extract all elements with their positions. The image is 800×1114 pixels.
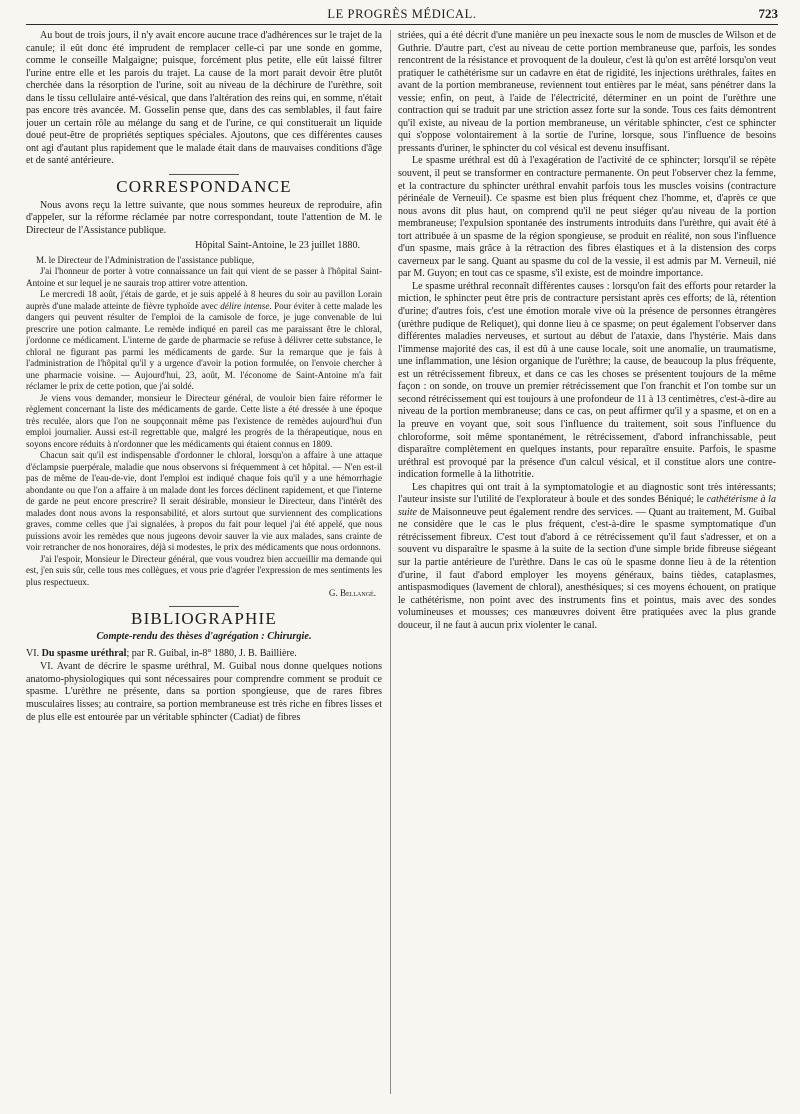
page-header (26, 6, 778, 25)
left-column (26, 30, 382, 1100)
review-paragraph: Le spasme uréthral est dû à l'exagération de l'activité de ce sphincter; lorsqu'il se répète souvent, il peut se transformer en contracture permanente. On peut l'observer chez la femme, et la contracture du sphincter uréthral envahit parfois tous les muscles voisins (contracture périnéale de Verneuil). Ce spasme est bien plus fréquent chez l'homme, et, d'après ce que nous avons dit plus haut, on comprend qu'il ne peut siéger qu'au niveau de la portion membraneuse; l'expulsion spontanée des instruments introduits dans l'urèthre, qui avait été à tort attribuée à un spasme de la région spongieuse, se produit en réalité, non sous l'influence d'un spasme, mais grâce à la rétraction des fibres élastiques et à la distension des corps caverneux par le sang. Quant au spasme du col de la vessie, il est admis par M. Verneuil, nié par M. Guyon; en tout cas ce spasme, s'il existe, est de moindre importance. (398, 155, 776, 280)
review-paragraph: striées, qui a été décrit d'une manière un peu inexacte sous le nom de muscles de Wilson et de Guthrie. D'autre part, c'est au niveau de cette portion membraneuse que, parfois, les sondes rencontrent de la résistance et provoquent de la douleur, c'est là qu'on est arrêté lorsqu'on veut pratiquer le cathétérisme sur un cadavre en état de rigidité, les injections uréthrales, faites en avant de la portion membraneuse, reviennent tout entières par le méat, sans pénétrer dans la vessie; enfin, on peut, à l'aide de l'électricité, déterminer en un point de l'urèthre une contraction qui se traduit par une striction assez forte sur la sonde. Tous ces faits démontrent qu'il existe, au niveau de la portion membraneuse, un véritable sphincter, c'est ce sphincter qui s'oppose volontairement à la sortie de l'urine, lorsque, sous l'influence de besoins pressants d'uriner, le sphincter du col vésical est devenu insuffisant. (398, 30, 776, 154)
letter-emphasis: délire intense (220, 300, 270, 311)
citation-details: ; par R. Guibal, in-8° 1880, J. B. Baillière. (126, 647, 297, 659)
correspondance-intro: Nous avons reçu la lettre suivante, que nous sommes heureux de reproduire, afin d'appeler, sur la réforme réclamée par notre correspondant, toute l'attention de M. le Directeur de l'Assistance publique. (26, 199, 382, 236)
letter-paragraph: J'ai l'honneur de porter à votre connaissance un fait qui vient de se passer à l'hôpital Saint-Antoine et sur lequel je ne saurais trop attirer votre attention. (26, 266, 382, 288)
right-column (398, 30, 776, 1100)
letter-dateline: Hôpital Saint-Antoine, le 23 juillet 1880. (195, 240, 360, 252)
bibliographie-heading: BIBLIOGRAPHIE (131, 608, 277, 628)
review-paragraph: VI. Avant de décrire le spasme uréthral, M. Guibal nous donne quelques notions anatomo-physiologiques qui sont nécessaires pour comprendre comment se produit ce spasme. L'urèthre ne présente, dans sa portion spongieuse, que de rares fibres musculaires lisses; au contraire, sa portion membraneuse est très riche en fibres lisses et de plus elle est entourée par un véritable sphincter (Cadiat) de fibres (26, 661, 382, 723)
letter-paragraph (26, 289, 382, 393)
column-divider (390, 30, 391, 1094)
review-text: de Maisonneuve peut également rendre des services. — Quant au traitement, M. Guibal ne considère que le cas le plus fréquent, c'est-à-dire le spasme symptomatique d'un rétrécissement fibreux. C'est tout d'abord à ce rétrécissement qu'il faut s'adresser, et on a souvent vu disparaître le spasme à la suite de la section d'une simple bride fibreuse siégeant sur la partie antérieure de l'urèthre. Dans le cas où le spasme donne lieu à de la rétention d'urine, il faut d'abord employer les moyens généraux, bains tièdes, cataplasmes, antispasmodiques (lavement de chloral), anesthésiques; si ces moyens échouent, on pratique le cathétérisme, non point avec des instruments fins et pointus, mais avec des sondes volumineuses et mousses; ces manœuvres doivent être pratiquées avec la plus grande douceur, il ne faut à aucun prix violenter le canal. (398, 506, 776, 631)
letter-text: Le mercredi 18 août, j'étais de garde, et je suis appelé à 8 heures du soir au pavillon Lorain auprès d'une malade atteinte de fièvre typhoïde avec (26, 289, 382, 311)
review-paragraph: Le spasme uréthral reconnaît différentes causes : lorsqu'on fait des efforts pour retarder la miction, le sphincter peut être pris de contracture persistant après ces efforts; de là, rétention d'urine; d'autres fois, c'est une émotion morale vive où la présence de personnes étrangères (urèthre pudique de Reliquet), qui donne lieu à ce spasme; on peut également l'observer dans différentes maladies nerveuses, et surtout au début de l'ataxie, dans l'hystérie. Mais dans l'immense majorité des cas, il est dû à une cause locale, soit une anomalie, un traumatisme, une inflammation, une lésion organique de l'urèthre; la cause, de beaucoup la plus fréquente, est un rétrécissement fibreux, et dans ce cas les choses se présentent toujours de la même façon : on sonde, on trouve un premier rétrécissement que l'on franchit et l'on tombe sur un second rétrécissement qui est toujours à une profondeur de 11 à 13 centimètres, c'est-à-dire au niveau de la portion membraneuse; dans ce cas, on peut affirmer qu'il y a spasme, et on en a la preuve en voyant que, soit sous l'influence du traitement, soit sous l'influence du chloroforme, soit même spontanément, le rétrécissement, d'abord infranchissable, peut disparaître complètement en quelques instants, pour reparaître ensuite. Parfois, le spasme uréthral est provoqué par la présence d'un calcul vésical, et il constitue alors une contre-indication formelle à la lithotritie. (398, 280, 776, 481)
page-number: 723 (758, 6, 778, 21)
letter-signature: G. Bellangé. (328, 588, 376, 599)
citation-title: Du spasme uréthral (41, 647, 127, 659)
review-text: Les chapitres qui ont trait à la symptomatologie et au diagnostic sont très intéressants; l'auteur insiste sur l'utilité de l'explorateur à boule et des sondes Béniqué; le (398, 481, 776, 506)
running-head: LE PROGRÈS MÉDICAL. (327, 7, 477, 21)
letter-body (26, 255, 382, 600)
letter-text: . Pour éviter à cette malade les dangers qui peuvent résulter de l'emploi de la camisole de force, je juge convenable de lui prescrire une potion calmante. Le remède indiqué en pareil cas me paraissant être le chloral, j'ordonne ce médicament. L'interne de garde de pharmacie se refuse à délivrer cette substance, le chloral ne figurant pas parmi les médicaments de garde. Sur la remarque que je fais à l'administration de l'hôpital qu'il y a urgence d'avoir la potion formulée, on l'envoie chercher à une pharmacie voisine. — Aujourd'hui, 23, août, M. l'économe de Saint-Antoine m'a fait réclamer le prix de cette potion, que j'ai soldé. (26, 300, 382, 392)
section-divider (169, 606, 239, 607)
bibliographic-citation (26, 648, 382, 661)
section-divider (169, 174, 239, 175)
letter-paragraph: J'ai l'espoir, Monsieur le Directeur général, que vous voudrez bien accueillir ma demande qui est, j'en suis sûr, celle tous mes collègues, et vous prie d'agréer l'expression de mes sentiments les plus respectueux. (26, 553, 382, 587)
bibliographie-subheading: Compte-rendu des thèses d'agrégation : Chirurgie. (96, 631, 312, 643)
letter-paragraph: Chacun sait qu'il est indispensable d'ordonner le chloral, lorsqu'on a affaire à une attaque d'éclampsie puerpérale, maladie que nous observons si fréquemment à cet hôpital. — N'en est-il pas de même de l'eau-de-vie, dont l'emploi est indiqué chaque fois qu'il y a une hémorrhagie abondante ou que l'on a affaire à un malade dont les forces déclinent rapidement, et que l'interne de garde ne peut encore prescrire? Il serait désirable, monsieur le Directeur, dans l'intérêt des malades dont nous avons la responsabilité, et alors surtout que surviennent des complications graves, comme celles que j'ai signalées, à propos du fait pour lequel j'ai été appelé, que nous puissions avoir les remèdes que nous jugeons devoir sauver la vie aux malades, sans crainte de voir retrancher de nos honoraires, déjà si modestes, le prix des médicaments que nous ordonnons. (26, 450, 382, 553)
letter-salutation: M. le Directeur de l'Administration de l'assistance publique, (36, 254, 255, 265)
review-paragraph (398, 482, 776, 633)
correspondance-heading: CORRESPONDANCE (116, 177, 292, 197)
letter-paragraph: Je viens vous demander, monsieur le Directeur général, de vouloir bien faire réformer le règlement concernant la liste des médicaments de garde. Cette liste a été dressée à une époque très reculée, alors que l'on ne soupçonnait même pas l'existence de remèdes aujourd'hui d'un emploi journalier. Aussi est-il regrettable que, malgré les progrès de la thérapeutique, nous en soyons encore réduits à n'ordonner que les médicaments qui étaient connus en 1809. (26, 392, 382, 449)
intro-paragraph: Au bout de trois jours, il n'y avait encore aucune trace d'adhérences sur le trajet de la canule; il eût donc été imprudent de remplacer celle-ci par une sonde en gomme, comme le conseille Malgaigne; puisque, forcément plus petite, elle eût laissé filtrer l'urine entre elle et les parois du trajet. La cause de la mort parait devoir être plutôt cherchée dans la résorption de l'urine, soit au niveau de la déchirure de l'urèthre, soit dans le tissu cellulaire anté-vésical, que dans l'altération des reins qui, en somme, n'était pas encore très avancée. M. Gosselin pense que, dans des cas semblables, il faut faire jouer un certain rôle au mélange du sang et de l'urine, ce qui constituerait un liquide doué peut-être de propriétés septiques spéciales. Ajoutons, que ces différentes causes ont agi d'autant plus rapidement que le malade était dans de mauvaises conditions d'âge et de santé antérieure. (26, 30, 382, 167)
citation-number: VI. (26, 647, 42, 659)
review-emphasis: cathétérisme à la suite (398, 494, 776, 518)
